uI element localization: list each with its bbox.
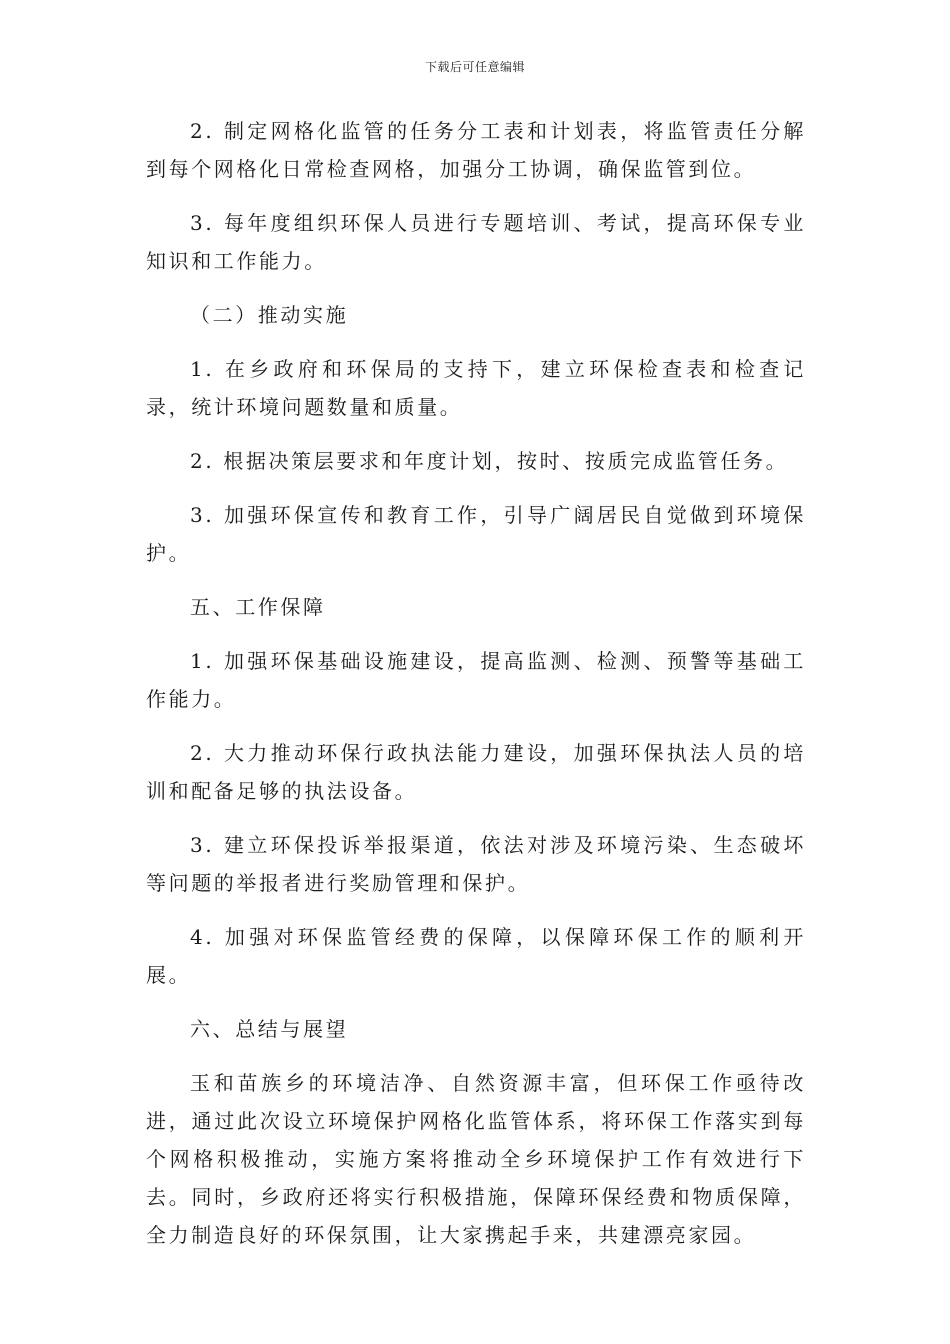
- paragraph-conclusion: 玉和苗族乡的环境洁净、自然资源丰富，但环保工作亟待改进，通过此次设立环境保护网格化监管体系，将环保工作落实到每个网格积极推动，实施方案将推动全乡环境保护工作有效进行下去。同时，乡政府还将实行积极措施，保障环保经费和物质保障，全力制造良好的环保氛围，让大家携起手来，共建漂亮家园。: [146, 1071, 806, 1247]
- paragraph-infrastructure: 1. 加强环保基础设施建设，提高监测、检测、预警等基础工作能力。: [146, 649, 806, 711]
- paragraph-annual-plan: 2. 根据决策层要求和年度计划，按时、按质完成监管任务。: [190, 449, 789, 473]
- section-heading-implementation: （二）推动实施: [190, 303, 349, 327]
- section-heading-summary: 六、总结与展望: [190, 1017, 349, 1041]
- header-note: 下载后可任意编辑: [424, 60, 525, 74]
- paragraph-training: 3. 每年度组织环保人员进行专题培训、考试，提高环保专业知识和工作能力。: [146, 211, 806, 273]
- document-body: [146, 112, 806, 1270]
- paragraph-publicity: 3. 加强环保宣传和教育工作，引导广阔居民自觉做到环境保护。: [146, 503, 806, 565]
- paragraph-funding: 4. 加强对环保监管经费的保障，以保障环保工作的顺利开展。: [146, 925, 806, 987]
- section-heading-safeguards: 五、工作保障: [190, 595, 326, 619]
- paragraph-task-division: 2. 制定网格化监管的任务分工表和计划表，将监管责任分解到每个网格化日常检查网格，加强分工协调，确保监管到位。: [146, 119, 806, 181]
- paragraph-inspection-records: 1. 在乡政府和环保局的支持下，建立环保检查表和检查记录，统计环境问题数量和质量。: [146, 357, 806, 419]
- paragraph-law-enforcement: 2. 大力推动环保行政执法能力建设，加强环保执法人员的培训和配备足够的执法设备。: [146, 741, 806, 803]
- paragraph-complaint-channel: 3. 建立环保投诉举报渠道，依法对涉及环境污染、生态破坏等问题的举报者进行奖励管理和保护。: [146, 833, 806, 895]
